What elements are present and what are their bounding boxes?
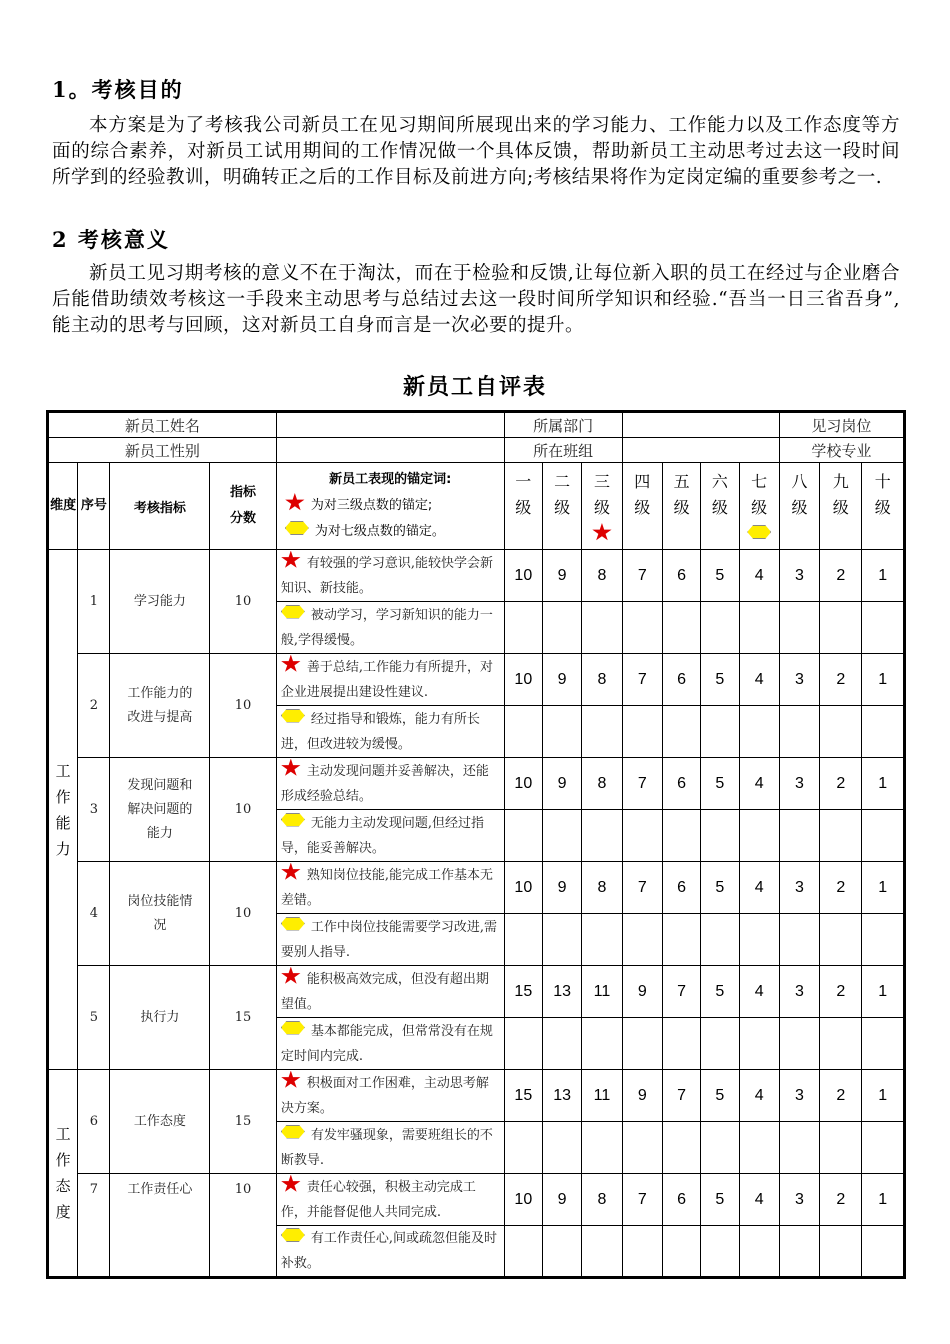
section-2-heading: 2 考核意义 bbox=[52, 227, 170, 252]
level-cell-empty[interactable] bbox=[820, 810, 862, 862]
anchor-star bbox=[276, 1174, 504, 1226]
level-6 bbox=[701, 463, 739, 550]
level-cell-empty[interactable] bbox=[701, 706, 739, 758]
level-cell-empty[interactable] bbox=[582, 706, 622, 758]
anchor-diamond bbox=[276, 1018, 504, 1070]
level-point[interactable]: 8 bbox=[582, 550, 622, 602]
criterion-row bbox=[48, 550, 905, 602]
level-cell-empty[interactable] bbox=[820, 602, 862, 654]
level-cell-empty[interactable] bbox=[504, 1122, 542, 1174]
level-point[interactable]: 9 bbox=[542, 862, 581, 914]
anchor-diamond bbox=[276, 914, 504, 966]
level-point[interactable]: 1 bbox=[862, 862, 905, 914]
anchor-star-text: 积极面对工作困难，主动思考解决方案。 bbox=[280, 1075, 489, 1116]
anchor-diamond-text: 被动学习，学习新知识的能力一般,学得缓慢。 bbox=[280, 607, 493, 648]
criterion-name: 工作态度 bbox=[110, 1070, 210, 1174]
anchor-diamond bbox=[276, 1226, 504, 1278]
level-point[interactable]: 4 bbox=[739, 758, 779, 810]
star-icon bbox=[281, 967, 301, 986]
level-cell-empty[interactable] bbox=[779, 1122, 819, 1174]
level-point[interactable]: 5 bbox=[701, 1174, 739, 1226]
criterion-row bbox=[48, 1070, 905, 1122]
criterion-row bbox=[48, 1174, 905, 1226]
level-point[interactable]: 10 bbox=[504, 758, 542, 810]
criterion-score: 10 bbox=[210, 1174, 277, 1278]
diamond-icon bbox=[285, 521, 309, 535]
criterion-name: 工作能力的改进与提高 bbox=[110, 654, 210, 758]
anchor-star bbox=[276, 966, 504, 1018]
level-point[interactable]: 3 bbox=[779, 654, 819, 706]
level-point[interactable]: 6 bbox=[662, 862, 700, 914]
level-cell-empty[interactable] bbox=[662, 706, 700, 758]
level-point[interactable]: 4 bbox=[739, 1070, 779, 1122]
level-point[interactable]: 9 bbox=[542, 654, 581, 706]
level-9 bbox=[820, 463, 862, 550]
criterion-row bbox=[48, 862, 905, 914]
criterion-score: 15 bbox=[210, 1070, 277, 1174]
level-5 bbox=[662, 463, 700, 550]
level-point[interactable]: 1 bbox=[862, 550, 905, 602]
level-point[interactable]: 6 bbox=[662, 550, 700, 602]
level-cell-empty[interactable] bbox=[820, 1122, 862, 1174]
level-point[interactable]: 2 bbox=[820, 1174, 862, 1226]
level-cell-empty[interactable] bbox=[662, 810, 700, 862]
criterion-name: 学习能力 bbox=[110, 550, 210, 654]
level-point[interactable]: 10 bbox=[504, 550, 542, 602]
level-point[interactable]: 1 bbox=[862, 654, 905, 706]
level-point[interactable]: 1 bbox=[862, 1174, 905, 1226]
anchor-diamond-text: 工作中岗位技能需要学习改进,需要别人指导. bbox=[280, 919, 497, 960]
level-point[interactable]: 7 bbox=[662, 966, 700, 1018]
star-icon bbox=[281, 759, 301, 778]
level-point[interactable]: 9 bbox=[622, 966, 662, 1018]
criterion-score: 10 bbox=[210, 758, 277, 862]
value-dept[interactable] bbox=[622, 412, 779, 438]
level-cell-empty[interactable] bbox=[542, 1226, 581, 1278]
level-point[interactable]: 5 bbox=[701, 550, 739, 602]
diamond-icon bbox=[281, 1228, 305, 1242]
level-cell-empty[interactable] bbox=[739, 914, 779, 966]
label-post: 见习岗位 bbox=[779, 412, 904, 438]
section-1-heading: 1。考核目的 bbox=[52, 77, 184, 102]
level-cell-empty[interactable] bbox=[779, 1018, 819, 1070]
level-point[interactable]: 1 bbox=[862, 966, 905, 1018]
anchor-star-text: 责任心较强，积极主动完成工作，并能督促他人共同完成. bbox=[280, 1179, 476, 1220]
section-2-text: 新员工见习期考核的意义不在于淘汰，而在于检验和反馈,让每位新入职的员工在经过与企业磨合后能借助绩效考核这一手段来主动思考与总结过去这一段时间所学知识和经验.“吾当一日三省吾身”,能主动的思考与回顾，这对新员工自身而言是一次必要的提升。 bbox=[52, 263, 900, 336]
criterion-row bbox=[48, 758, 905, 810]
level-label: 四级 bbox=[634, 472, 651, 517]
level-cell-empty[interactable] bbox=[542, 706, 581, 758]
level-cell-empty[interactable] bbox=[542, 914, 581, 966]
header-seq: 序号 bbox=[78, 463, 110, 550]
level-cell-empty[interactable] bbox=[739, 810, 779, 862]
level-cell-empty[interactable] bbox=[504, 706, 542, 758]
level-point[interactable]: 6 bbox=[662, 758, 700, 810]
anchor-star bbox=[276, 654, 504, 706]
level-label: 三级 bbox=[593, 472, 610, 517]
anchor-diamond-text: 经过指导和锻炼，能力有所长进，但改进较为缓慢。 bbox=[280, 711, 480, 752]
level-point[interactable]: 7 bbox=[622, 1174, 662, 1226]
level-cell-empty[interactable] bbox=[542, 1018, 581, 1070]
star-icon bbox=[592, 523, 612, 542]
level-point[interactable]: 8 bbox=[582, 862, 622, 914]
level-cell-empty[interactable] bbox=[582, 1226, 622, 1278]
anchor-diamond-text: 基本都能完成，但常常没有在规定时间内完成. bbox=[280, 1023, 493, 1064]
anchor-diamond bbox=[276, 1122, 504, 1174]
level-label: 一级 bbox=[515, 472, 532, 517]
level-cell-empty[interactable] bbox=[739, 602, 779, 654]
level-label: 九级 bbox=[832, 472, 849, 517]
level-cell-empty[interactable] bbox=[582, 1122, 622, 1174]
anchor-star-text: 能积极高效完成，但没有超出期望值。 bbox=[280, 971, 489, 1012]
level-label: 二级 bbox=[554, 472, 571, 517]
anchor-star-text: 善于总结,工作能力有所提升，对企业进展提出建设性建议. bbox=[280, 659, 493, 700]
diamond-icon bbox=[281, 605, 305, 619]
level-cell-empty[interactable] bbox=[622, 1226, 662, 1278]
label-dept: 所属部门 bbox=[504, 412, 622, 438]
level-point[interactable]: 1 bbox=[862, 1070, 905, 1122]
level-cell-empty[interactable] bbox=[862, 1018, 905, 1070]
level-point[interactable]: 1 bbox=[862, 758, 905, 810]
level-cell-empty[interactable] bbox=[662, 1122, 700, 1174]
level-cell-empty[interactable] bbox=[779, 810, 819, 862]
dimension-work-ability bbox=[48, 550, 78, 1070]
level-2 bbox=[542, 463, 581, 550]
anchor-diamond-text: 有工作责任心,间或疏忽但能及时补救。 bbox=[280, 1231, 497, 1271]
level-point[interactable]: 6 bbox=[662, 1174, 700, 1226]
anchor-star bbox=[276, 862, 504, 914]
level-cell-empty[interactable] bbox=[739, 706, 779, 758]
level-point[interactable]: 4 bbox=[739, 654, 779, 706]
criterion-seq: 5 bbox=[78, 966, 110, 1070]
dimension-label: 工作能力 bbox=[55, 761, 71, 858]
level-4 bbox=[622, 463, 662, 550]
level-point[interactable]: 4 bbox=[739, 550, 779, 602]
level-cell-empty[interactable] bbox=[662, 1018, 700, 1070]
level-point[interactable]: 7 bbox=[622, 550, 662, 602]
diamond-icon bbox=[281, 709, 305, 723]
form-title: 新员工自评表 bbox=[402, 374, 547, 400]
level-point[interactable]: 4 bbox=[739, 862, 779, 914]
level-point[interactable]: 7 bbox=[622, 654, 662, 706]
level-point[interactable]: 2 bbox=[820, 550, 862, 602]
level-cell-empty[interactable] bbox=[582, 914, 622, 966]
level-label: 七级 bbox=[751, 472, 768, 517]
criterion-seq: 6 bbox=[78, 1070, 110, 1174]
anchor-diamond bbox=[276, 810, 504, 862]
level-point[interactable]: 5 bbox=[701, 966, 739, 1018]
header-row bbox=[48, 463, 905, 550]
level-point[interactable]: 8 bbox=[582, 654, 622, 706]
level-cell-empty[interactable] bbox=[582, 602, 622, 654]
level-cell-empty[interactable] bbox=[862, 1122, 905, 1174]
header-score: 指标分数 bbox=[210, 463, 277, 550]
level-cell-empty[interactable] bbox=[504, 914, 542, 966]
level-cell-empty[interactable] bbox=[542, 1122, 581, 1174]
level-point[interactable]: 15 bbox=[504, 1070, 542, 1122]
criterion-row bbox=[48, 654, 905, 706]
level-7 bbox=[739, 463, 779, 550]
label-gender: 新员工性别 bbox=[48, 438, 277, 463]
legend-title: 新员工表现的锚定词: bbox=[329, 472, 452, 487]
level-3 bbox=[582, 463, 622, 550]
level-point[interactable]: 5 bbox=[701, 758, 739, 810]
level-cell-empty[interactable] bbox=[662, 602, 700, 654]
header-legend bbox=[276, 463, 504, 550]
level-point[interactable]: 2 bbox=[820, 862, 862, 914]
star-icon bbox=[281, 863, 301, 882]
level-8 bbox=[779, 463, 819, 550]
level-cell-empty[interactable] bbox=[582, 810, 622, 862]
level-cell-empty[interactable] bbox=[820, 1226, 862, 1278]
level-cell-empty[interactable] bbox=[862, 1226, 905, 1278]
level-cell-empty[interactable] bbox=[862, 706, 905, 758]
level-point[interactable]: 10 bbox=[504, 862, 542, 914]
level-cell-empty[interactable] bbox=[622, 914, 662, 966]
level-point[interactable]: 7 bbox=[622, 862, 662, 914]
level-cell-empty[interactable] bbox=[820, 706, 862, 758]
criterion-score: 10 bbox=[210, 550, 277, 654]
criterion-score: 10 bbox=[210, 654, 277, 758]
level-cell-empty[interactable] bbox=[662, 914, 700, 966]
star-icon bbox=[285, 493, 305, 512]
label-major: 学校专业 bbox=[779, 438, 904, 463]
level-label: 六级 bbox=[711, 472, 728, 517]
criterion-name: 执行力 bbox=[110, 966, 210, 1070]
level-point[interactable]: 2 bbox=[820, 966, 862, 1018]
level-point[interactable]: 3 bbox=[779, 550, 819, 602]
level-cell-empty[interactable] bbox=[622, 1018, 662, 1070]
value-group[interactable] bbox=[622, 438, 779, 463]
legend-star-text: 为对三级点数的锚定; bbox=[310, 498, 433, 513]
level-point[interactable]: 9 bbox=[542, 758, 581, 810]
level-point[interactable]: 5 bbox=[701, 654, 739, 706]
level-cell-empty[interactable] bbox=[739, 1122, 779, 1174]
level-point[interactable]: 9 bbox=[622, 1070, 662, 1122]
criterion-row bbox=[48, 966, 905, 1018]
level-cell-empty[interactable] bbox=[701, 1226, 739, 1278]
legend-diamond-text: 为对七级点数的锚定。 bbox=[314, 524, 445, 539]
info-row-2 bbox=[48, 438, 905, 463]
diamond-icon bbox=[747, 525, 771, 539]
level-point[interactable]: 4 bbox=[739, 1174, 779, 1226]
level-cell-empty[interactable] bbox=[820, 1018, 862, 1070]
anchor-diamond bbox=[276, 706, 504, 758]
anchor-star bbox=[276, 550, 504, 602]
level-point[interactable]: 4 bbox=[739, 966, 779, 1018]
anchor-diamond-text: 有发牢骚现象，需要班组长的不断教导. bbox=[280, 1127, 493, 1168]
header-dimension: 维度 bbox=[48, 463, 78, 550]
star-icon bbox=[281, 551, 301, 570]
level-cell-empty[interactable] bbox=[582, 1018, 622, 1070]
level-cell-empty[interactable] bbox=[701, 602, 739, 654]
level-point[interactable]: 5 bbox=[701, 862, 739, 914]
level-point[interactable]: 10 bbox=[504, 654, 542, 706]
level-point[interactable]: 11 bbox=[582, 966, 622, 1018]
anchor-star-text: 主动发现问题并妥善解决，还能形成经验总结。 bbox=[280, 763, 489, 804]
star-icon bbox=[281, 1071, 301, 1090]
level-cell-empty[interactable] bbox=[504, 1018, 542, 1070]
level-point[interactable]: 6 bbox=[662, 654, 700, 706]
level-cell-empty[interactable] bbox=[542, 810, 581, 862]
label-group: 所在班组 bbox=[504, 438, 622, 463]
criterion-seq: 3 bbox=[78, 758, 110, 862]
criterion-name: 工作责任心 bbox=[110, 1174, 210, 1278]
level-point[interactable]: 5 bbox=[701, 1070, 739, 1122]
anchor-star-text: 有较强的学习意识,能较快学会新知识、新技能。 bbox=[280, 555, 493, 596]
level-label: 八级 bbox=[791, 472, 808, 517]
level-cell-empty[interactable] bbox=[622, 706, 662, 758]
level-cell-empty[interactable] bbox=[820, 914, 862, 966]
level-cell-empty[interactable] bbox=[701, 914, 739, 966]
diamond-icon bbox=[281, 917, 305, 931]
level-point[interactable]: 13 bbox=[542, 1070, 581, 1122]
level-point[interactable]: 2 bbox=[820, 758, 862, 810]
level-cell-empty[interactable] bbox=[622, 602, 662, 654]
level-cell-empty[interactable] bbox=[779, 706, 819, 758]
level-point[interactable]: 2 bbox=[820, 1070, 862, 1122]
level-cell-empty[interactable] bbox=[739, 1018, 779, 1070]
section-1-text: 本方案是为了考核我公司新员工在见习期间所展现出来的学习能力、工作能力以及工作态度等方面的综合素养，对新员工试用期间的工作情况做一个具体反馈，帮助新员工主动思考过去这一段时间所学到的经验教训，明确转正之后的工作目标及前进方向;考核结果将作为定岗定编的重要参考之一. bbox=[52, 115, 900, 188]
diamond-icon bbox=[281, 1125, 305, 1139]
self-evaluation-table bbox=[46, 410, 906, 1279]
level-cell-empty[interactable] bbox=[779, 914, 819, 966]
anchor-star bbox=[276, 1070, 504, 1122]
level-point[interactable]: 3 bbox=[779, 1174, 819, 1226]
level-1 bbox=[504, 463, 542, 550]
level-label: 十级 bbox=[874, 472, 891, 517]
criterion-seq: 7 bbox=[78, 1174, 110, 1278]
anchor-star bbox=[276, 758, 504, 810]
diamond-icon bbox=[281, 1021, 305, 1035]
level-cell-empty[interactable] bbox=[662, 1226, 700, 1278]
label-name: 新员工姓名 bbox=[48, 412, 277, 438]
diamond-icon bbox=[281, 813, 305, 827]
level-point[interactable]: 15 bbox=[504, 966, 542, 1018]
level-point[interactable]: 13 bbox=[542, 966, 581, 1018]
criterion-seq: 4 bbox=[78, 862, 110, 966]
star-icon bbox=[281, 1175, 301, 1194]
criterion-score: 15 bbox=[210, 966, 277, 1070]
level-cell-empty[interactable] bbox=[622, 810, 662, 862]
level-cell-empty[interactable] bbox=[862, 914, 905, 966]
level-point[interactable]: 3 bbox=[779, 862, 819, 914]
level-point[interactable]: 7 bbox=[622, 758, 662, 810]
level-point[interactable]: 10 bbox=[504, 1174, 542, 1226]
level-point[interactable]: 8 bbox=[582, 1174, 622, 1226]
level-point[interactable]: 9 bbox=[542, 1174, 581, 1226]
star-icon bbox=[281, 655, 301, 674]
header-index: 考核指标 bbox=[110, 463, 210, 550]
anchor-diamond bbox=[276, 602, 504, 654]
level-cell-empty[interactable] bbox=[779, 1226, 819, 1278]
level-point[interactable]: 11 bbox=[582, 1070, 622, 1122]
level-cell-empty[interactable] bbox=[504, 602, 542, 654]
level-point[interactable]: 8 bbox=[582, 758, 622, 810]
level-point[interactable]: 2 bbox=[820, 654, 862, 706]
dimension-label: 工作态度 bbox=[55, 1125, 71, 1221]
criterion-name: 岗位技能情况 bbox=[110, 862, 210, 966]
criterion-name: 发现问题和解决问题的能力 bbox=[110, 758, 210, 862]
level-cell-empty[interactable] bbox=[622, 1122, 662, 1174]
level-cell-empty[interactable] bbox=[701, 810, 739, 862]
level-cell-empty[interactable] bbox=[862, 602, 905, 654]
level-cell-empty[interactable] bbox=[504, 810, 542, 862]
value-name[interactable] bbox=[276, 412, 504, 438]
level-point[interactable]: 9 bbox=[542, 550, 581, 602]
level-10 bbox=[862, 463, 905, 550]
level-cell-empty[interactable] bbox=[862, 810, 905, 862]
level-point[interactable]: 3 bbox=[779, 758, 819, 810]
level-cell-empty[interactable] bbox=[504, 1226, 542, 1278]
level-point[interactable]: 3 bbox=[779, 966, 819, 1018]
criterion-score: 10 bbox=[210, 862, 277, 966]
level-cell-empty[interactable] bbox=[542, 602, 581, 654]
level-cell-empty[interactable] bbox=[739, 1226, 779, 1278]
level-cell-empty[interactable] bbox=[701, 1122, 739, 1174]
value-gender[interactable] bbox=[276, 438, 504, 463]
dimension-work-attitude bbox=[48, 1070, 78, 1278]
anchor-star-text: 熟知岗位技能,能完成工作基本无差错。 bbox=[280, 867, 493, 908]
info-row-1 bbox=[48, 412, 905, 438]
anchor-diamond-text: 无能力主动发现问题,但经过指导，能妥善解决。 bbox=[280, 815, 484, 856]
level-point[interactable]: 7 bbox=[662, 1070, 700, 1122]
level-label: 五级 bbox=[673, 472, 690, 517]
level-cell-empty[interactable] bbox=[779, 602, 819, 654]
criterion-seq: 1 bbox=[78, 550, 110, 654]
level-point[interactable]: 3 bbox=[779, 1070, 819, 1122]
level-cell-empty[interactable] bbox=[701, 1018, 739, 1070]
criterion-seq: 2 bbox=[78, 654, 110, 758]
